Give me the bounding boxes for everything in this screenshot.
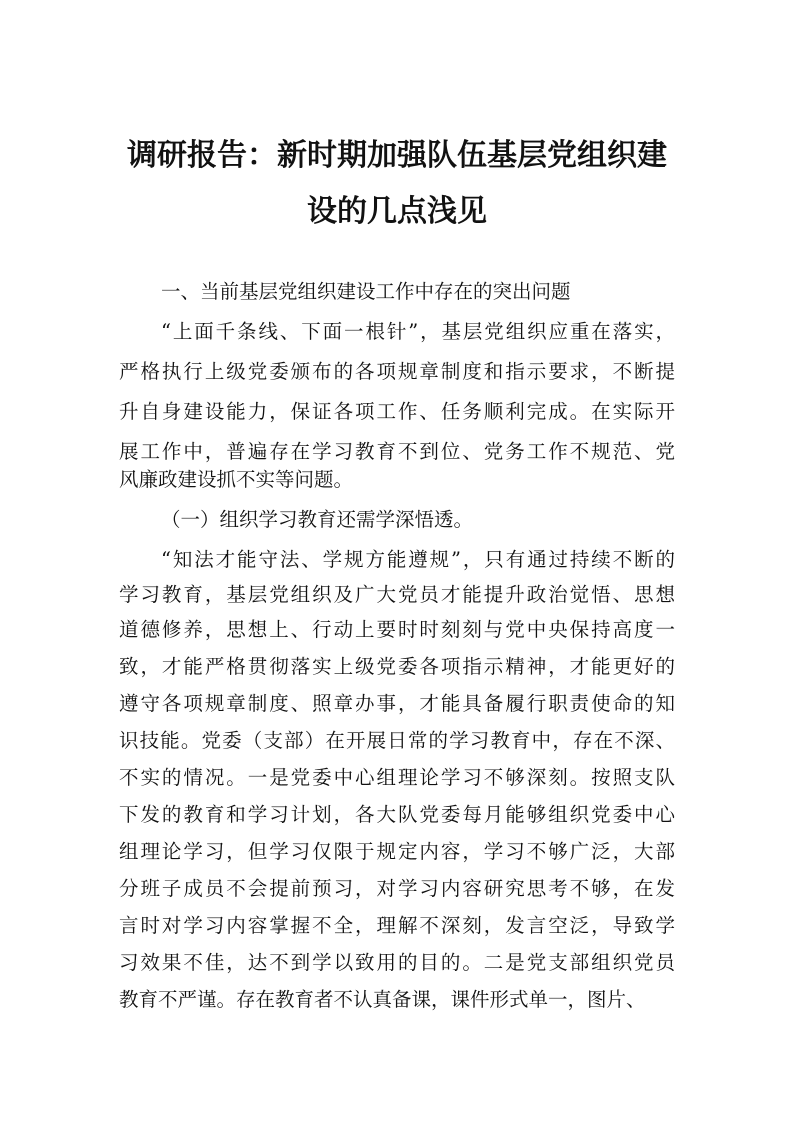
paragraph-2-line-13: 教育不严谨。存在教育者不认真备课，课件形式单一，图片、 (119, 988, 646, 1011)
paragraph-2-line-7: 不实的情况。一是党委中心组理论学习不够深刻。按照支队 (119, 766, 675, 789)
subheading-1: （一）组织学习教育还需学深悟透。 (161, 508, 474, 531)
section-heading: 一、当前基层党组织建设工作中存在的突出问题 (161, 280, 571, 303)
paragraph-1-line-5: 风廉政建设抓不实等问题。 (119, 468, 354, 491)
paragraph-2-line-11: 言时对学习内容掌握不全，理解不深刻，发言空泛，导致学 (119, 914, 675, 937)
paragraph-2-line-8: 下发的教育和学习计划，各大队党委每月能够组织党委中心 (119, 803, 675, 826)
paragraph-1-line-1: “上面千条线、下面一根针”，基层党组织应重在落实， (161, 320, 675, 343)
paragraph-2-line-5: 遵守各项规章制度、照章办事，才能具备履行职责使命的知 (119, 692, 675, 715)
paragraph-1-line-2: 严格执行上级党委颁布的各项规章制度和指示要求，不断提 (119, 360, 675, 383)
paragraph-1-line-3: 升自身建设能力，保证各项工作、任务顺利完成。在实际开 (119, 400, 675, 423)
paragraph-2-line-12: 习效果不佳，达不到学以致用的目的。二是党支部组织党员 (119, 951, 675, 974)
paragraph-2-line-4: 致，才能严格贯彻落实上级党委各项指示精神，才能更好的 (119, 655, 675, 678)
paragraph-2-line-6: 识技能。党委（支部）在开展日常的学习教育中，存在不深、 (119, 729, 675, 752)
paragraph-2-line-1: “知法才能守法、学规方能遵规”，只有通过持续不断的 (161, 548, 675, 571)
paragraph-2-line-10: 分班子成员不会提前预习，对学习内容研究思考不够，在发 (119, 877, 675, 900)
paragraph-2-line-3: 道德修养，思想上、行动上要时时刻刻与党中央保持高度一 (119, 618, 675, 641)
document-title-line-1: 调研报告：新时期加强队伍基层党组织建 (127, 138, 667, 173)
paragraph-1-line-4: 展工作中，普遍存在学习教育不到位、党务工作不规范、党 (119, 440, 675, 463)
paragraph-2-line-2: 学习教育，基层党组织及广大党员才能提升政治觉悟、思想 (119, 583, 675, 606)
document-title-line-2: 设的几点浅见 (307, 194, 487, 229)
paragraph-2-line-9: 组理论学习，但学习仅限于规定内容，学习不够广泛，大部 (119, 840, 675, 863)
